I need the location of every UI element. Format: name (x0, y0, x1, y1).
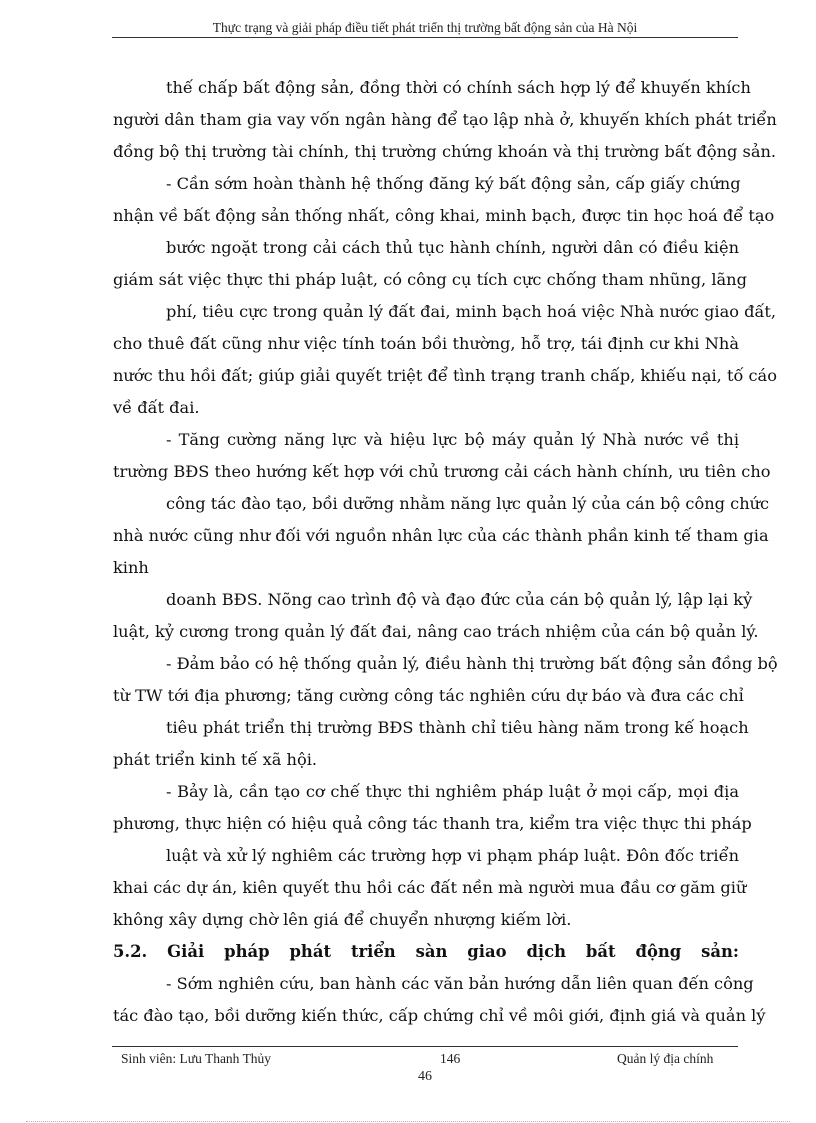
text-line: người dân tham gia vay vốn ngân hàng để tạo lập nhà ở, khuyến khích phát triển (113, 110, 777, 129)
text-line: doanh BĐS. Nõng cao trình độ và đạo đức của cán bộ quản lý, lập lại kỷ (166, 590, 753, 609)
text-line: phát triển kinh tế xã hội. (113, 750, 318, 769)
text-line: kinh (113, 558, 149, 577)
text-line: phí, tiêu cực trong quản lý đất đai, minh bạch hoá việc Nhà nước giao đất, (166, 302, 777, 321)
text-line: - Cần sớm hoàn thành hệ thống đăng ký bất động sản, cấp giấy chứng (166, 174, 741, 193)
text-line: nhận về bất động sản thống nhất, công khai, minh bạch, được tin học hoá để tạo (113, 206, 775, 225)
text-line: bước ngoặt trong cải cách thủ tục hành chính, người dân có điều kiện (166, 238, 739, 257)
text-line: - Sớm nghiên cứu, ban hành các văn bản hướng dẫn liên quan đến công (166, 974, 754, 993)
text-line: - Đảm bảo có hệ thống quản lý, điều hành thị trường bất động sản đồng bộ (166, 654, 778, 673)
text-line: về đất đai. (113, 398, 200, 417)
page-boundary (26, 1121, 790, 1122)
text-line: tiêu phát triển thị trường BĐS thành chỉ tiêu hàng năm trong kế hoạch (166, 718, 749, 737)
footer-department: Quản lý địa chính (617, 1051, 714, 1066)
text-line: công tác đào tạo, bồi dưỡng nhằm năng lực quản lý của cán bộ công chức (166, 494, 770, 513)
footer-divider (112, 1046, 738, 1047)
text-line: nhà nước cũng như đối với nguồn nhân lực của các thành phần kinh tế tham gia (113, 526, 769, 545)
text-line: đồng bộ thị trường tài chính, thị trường chứng khoán và thị trường bất động sản. (113, 142, 777, 161)
text-line: thế chấp bất động sản, đồng thời có chính sách hợp lý để khuyến khích (166, 78, 751, 97)
text-line: phương, thực hiện có hiệu quả công tác thanh tra, kiểm tra việc thực thi pháp (113, 814, 752, 833)
text-line: luật và xử lý nghiêm các trường hợp vi phạm pháp luật. Đôn đốc triển (166, 846, 739, 865)
section-heading: 5.2. Giải pháp phát triển sàn giao dịch bất động sản: (113, 942, 739, 961)
text-line: từ TW tới địa phương; tăng cường công tác nghiên cứu dự báo và đưa các chỉ (113, 686, 744, 705)
header-divider (112, 37, 738, 38)
text-line: khai các dự án, kiên quyết thu hồi các đất nền mà người mua đầu cơ găm giữ (113, 878, 747, 897)
text-line: tác đào tạo, bồi dưỡng kiến thức, cấp chứng chỉ về môi giới, định giá và quản lý (113, 1006, 766, 1025)
text-line: - Bảy là, cần tạo cơ chế thực thi nghiêm pháp luật ở mọi cấp, mọi địa (166, 782, 739, 801)
text-line: luật, kỷ cương trong quản lý đất đai, nâng cao trách nhiệm của cán bộ quản lý. (113, 622, 759, 641)
footer-student: Sinh viên: Lưu Thanh Thủy (121, 1051, 272, 1066)
text-line: không xây dựng chờ lên giá để chuyển nhượng kiếm lời. (113, 910, 572, 929)
footer-page-number: 146 (440, 1051, 461, 1066)
text-line: trường BĐS theo hướng kết hợp với chủ trương cải cách hành chính, ưu tiên cho (113, 462, 771, 481)
page-number: 46 (418, 1069, 432, 1084)
running-header: Thực trạng và giải pháp điều tiết phát triển thị trường bất động sản của Hà Nội (212, 20, 638, 35)
text-line: giám sát việc thực thi pháp luật, có công cụ tích cực chống tham nhũng, lãng (113, 270, 747, 289)
text-line: - Tăng cường năng lực và hiệu lực bộ máy quản lý Nhà nước về thị (166, 430, 739, 449)
text-line: nước thu hồi đất; giúp giải quyết triệt để tình trạng tranh chấp, khiếu nại, tố cáo (113, 366, 777, 385)
text-line: cho thuê đất cũng như việc tính toán bồi thường, hỗ trợ, tái định cư khi Nhà (113, 334, 739, 353)
